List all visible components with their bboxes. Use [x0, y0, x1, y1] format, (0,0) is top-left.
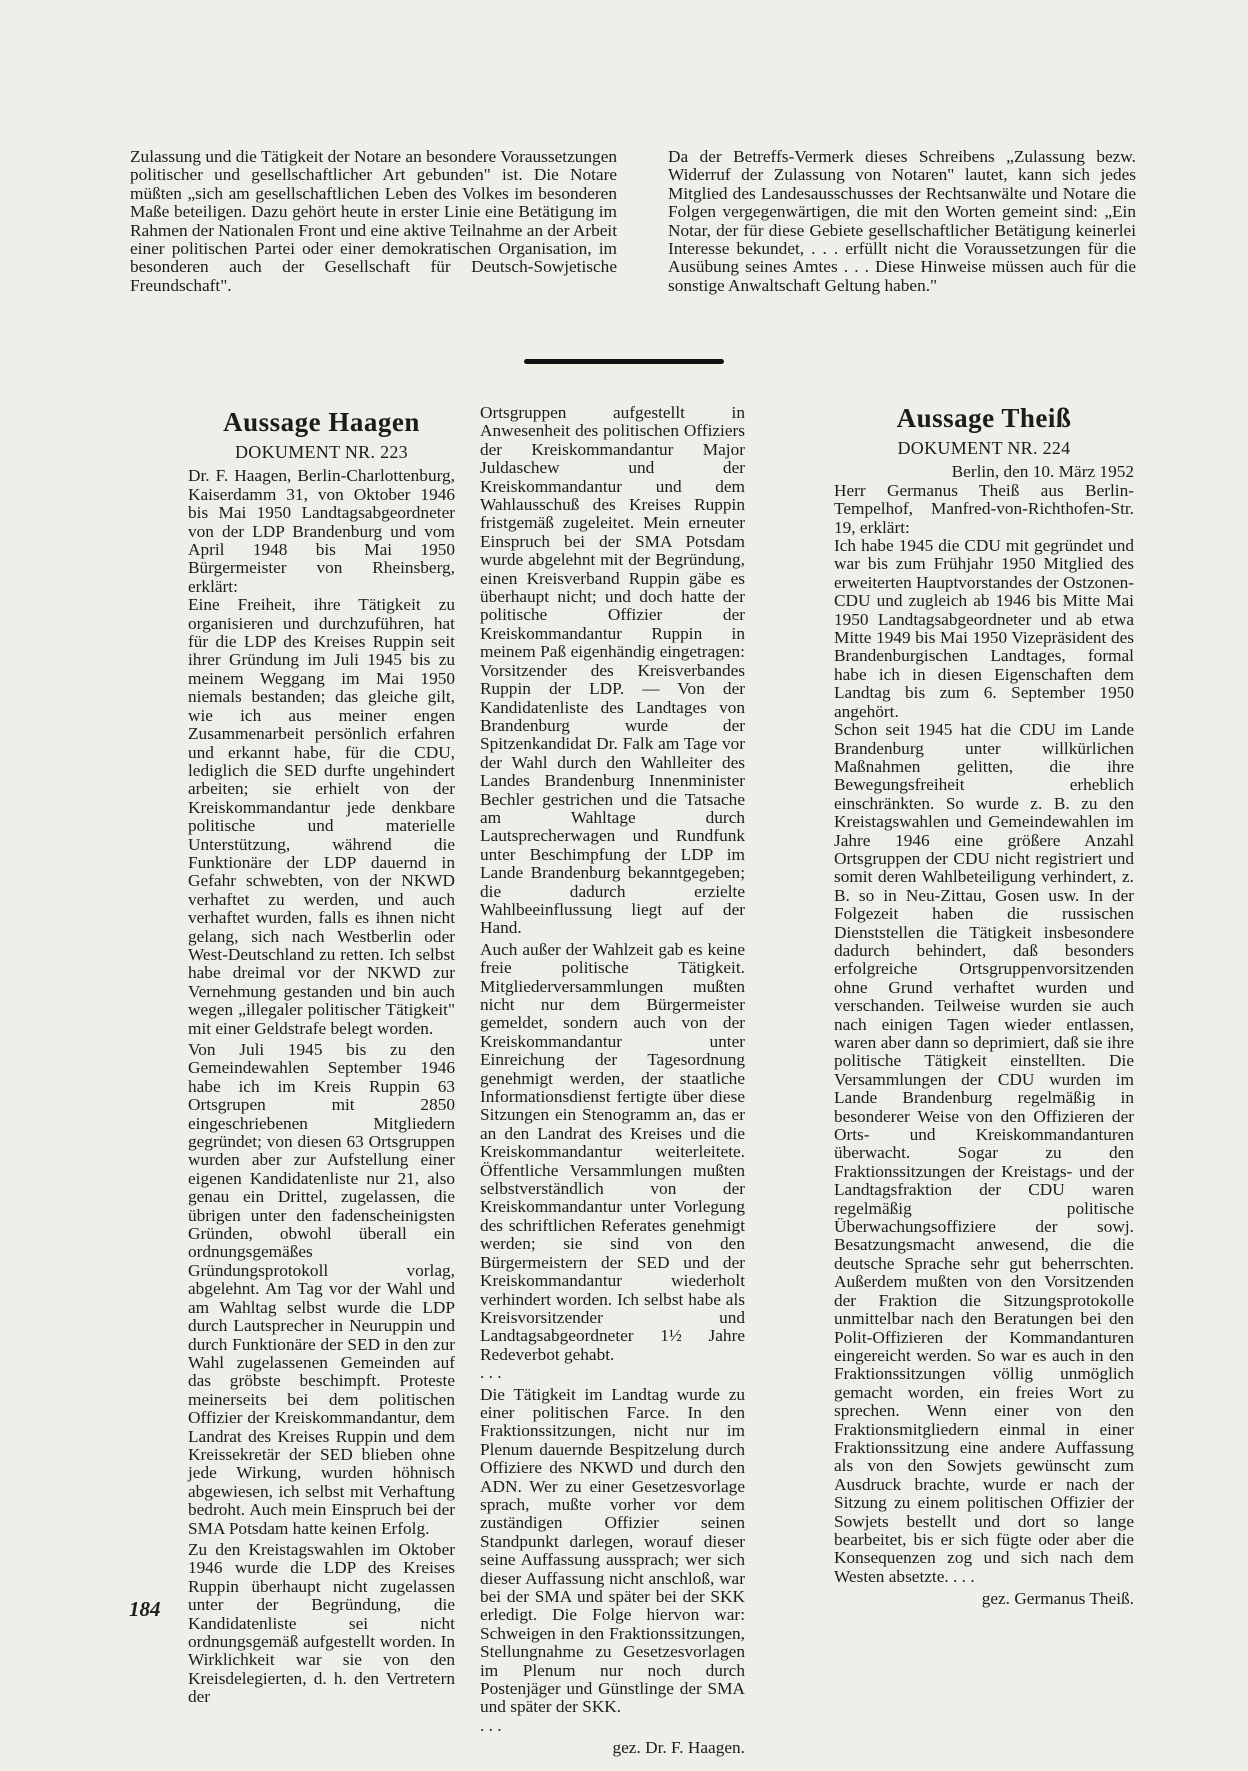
top-right-paragraph [668, 148, 1136, 295]
haagen-paragraph-1: Eine Freiheit, ihre Tätigkeit zu organisieren und durchzuführen, hat für die LDP des Kreises Ruppin seit ihrer Gründung im Juli 1945 bis zu meinem Weggang im Mai 1950 niemals bestanden; das gleiche gilt, wie ich aus meiner engen Zusammenarbeit persönlich erfahren und erkannt habe, für die CDU, lediglich die SED durfte ungehindert arbeiten; sie erhielt von der Kreiskommandantur jede denkbare politische und materielle Unterstützung, während die Funktionäre der LDP dauernd in Gefahr schwebten, von der NKWD verhaftet zu werden, und auch verhaftet wurden, falls es ihnen nicht gelang, sich nach Westberlin oder West-Deutschland zu retten. Ich selbst habe dreimal vor der NKWD zur Vernehmung gestanden und bin auch wegen „illegaler politischer Tätigkeit" mit einer Geldstrafe belegt worden. [188, 595, 455, 1038]
haagen-intro: Dr. F. Haagen, Berlin-Charlottenburg, Kaiserdamm 31, von Oktober 1946 bis Mai 1950 Landtagsabgeordneter von der LDP Brandenburg und vom April 1948 bis Mai 1950 Bürgermeister von Rheinsberg, erklärt: [188, 466, 455, 596]
haagen-signature: gez. Dr. F. Haagen. [612, 1738, 745, 1758]
section-divider [524, 359, 724, 364]
haagen-ellipsis: . . . [480, 1363, 502, 1383]
haagen-paragraph-4: Ortsgruppen aufgestellt in Anwesenheit des politischen Offiziers der Kreiskommandantur Major Juldaschew und der Kreiskommandantur und dem Wahlausschuß des Kreises Ruppin fristgemäß zugeleitet. Mein erneuter Einspruch bei der SMA Potsdam wurde abgelehnt mit der Begründung, einen Kreisverband Ruppin gäbe es überhaupt nicht; und doch hatte der politische Offizier der Kreiskommandantur Ruppin in meinem Paß eigenhändig eingetragen: Vorsitzender des Kreisverbandes Ruppin der LDP. — Von der Kandidatenliste des Landtages von Brandenburg wurde der Spitzenkandidat Dr. Falk am Tage vor der Wahl durch den Wahlleiter des Landes Brandenburg Innenminister Bechler gestrichen und die Tatsache am Wahltage durch Lautsprecherwagen und Rundfunk unter Beschimpfung der LDP im Lande Brandenburg bekanntgegeben; die dadurch erzielte Wahlbeeinflussung liegt auf der Hand. [480, 403, 745, 938]
haagen-paragraph-6: Die Tätigkeit im Landtag wurde zu einer politischen Farce. In den Fraktionssitzungen, nicht nur im Plenum dauernde Bespitzelung durch Offiziere des NKWD und durch den ADN. Wer zu einer Gesetzesvorlage sprach, mußte vorher vor dem zuständigen Offizier seinen Standpunkt darlegen, worauf dieser seine Auffassung aussprach; wer sich dieser Auffassung nicht anschloß, war bei der SMA und später bei der SKK erledigt. Die Folge hiervon war: Schweigen in den Fraktionssitzungen, Stellungnahme zu Gesetzesvorlagen im Plenum nur noch durch Postenjäger und Günstlinge der SMA und später der SKK. [480, 1384, 745, 1717]
haagen-document-number: DOKUMENT NR. 223 [235, 442, 408, 462]
top-left-paragraph [130, 148, 617, 295]
theiss-paragraph-2: Schon seit 1945 hat die CDU im Lande Brandenburg unter willkürlichen Maßnahmen gelitten, die ihre Bewegungsfreiheit erheblich einschränkten. So wurde z. B. zu den Kreistagswahlen und Gemeindewahlen im Jahre 1946 eine größere Anzahl Ortsgruppen der CDU nicht registriert und somit deren Wahlbeteiligung verhindert, z. B. so in Neu-Zittau, Gosen usw. In der Folgezeit haben die russischen Dienststellen die Tätigkeit insbesondere dadurch behindert, daß besonders erfolgreiche Ortsgruppenvorsitzenden ohne Grund verhaftet wurden und verschanden. Teilweise wurden sie auch nach einigen Tagen wieder entlassen, waren aber dann so deprimiert, daß sie ihre politische Tätigkeit einstellten. Die Versammlungen der CDU wurden im Lande Brandenburg regelmäßig in besonderer Weise von den Offizieren der Orts- und Kreiskommandanturen überwacht. Sogar zu den Fraktionssitzungen der Kreistags- und der Landtagsfraktion der CDU waren regelmäßig politische Überwachungsoffiziere der sowj. Besatzungsmacht anwesend, die die deutsche Sprache sehr gut beherrschten. Außerdem mußten von den Vorsitzenden der Fraktion die Sitzungsprotokolle unmittelbar nach den Beratungen bei den Polit-Offizieren der Kommandanturen eingereicht werden. So war es auch in den Fraktionssitzungen völlig unmöglich gemacht worden, ein freies Wort zu sprechen. Wenn einer von den Fraktionsmitgliedern einmal in einer Fraktionssitzung eine andere Auffassung als von den Sowjets gewünscht zum Ausdruck brachte, wurde er nach der Sitzung zu einem politischen Offizier der Sowjets bestellt und dort so lange bearbeitet, bis er sich fügte oder aber die Konsequenzen zog und sich nach dem Westen absetzte. . . . [834, 720, 1134, 1586]
theiss-place-date: Berlin, den 10. März 1952 [951, 462, 1134, 482]
haagen-heading: Aussage Haagen [223, 407, 420, 437]
haagen-column-1 [188, 407, 455, 1707]
haagen-column-2 [480, 404, 745, 1758]
theiss-document-number: DOKUMENT NR. 224 [897, 438, 1071, 458]
haagen-ellipsis: . . . [480, 1715, 502, 1735]
paragraph: Zulassung und die Tätigkeit der Notare an besondere Voraussetzungen politischer und gesellschaftlicher Art gebunden" ist. Die Notare müßten „sich am gesellschaftlichen Leben des Volkes im besonderen Maße beteiligen. Dazu gehört heute in erster Linie eine Betätigung im Rahmen der Nationalen Front und eine aktive Teilnahme an der Arbeit einer politischen Partei oder einer demokratischen Organisation, im besonderen auch der Gesellschaft für Deutsch-Sowjetische Freundschaft". [130, 147, 617, 295]
theiss-heading: Aussage Theiß [896, 403, 1072, 433]
theiss-intro: Herr Germanus Theiß aus Berlin-Tempelhof, Manfred-von-Richthofen-Str. 19, erklärt: [834, 480, 1134, 537]
haagen-paragraph-2: Von Juli 1945 bis zu den Gemeindewahlen September 1946 habe ich im Kreis Ruppin 63 Ortsgrupen mit 2850 eingeschriebenen Mitgliedern gegründet; von diesen 63 Ortsgruppen wurden aber zur Aufstellung einer eigenen Kandidatenliste nur 21, also genau ein Drittel, zugelassen, die übrigen unter den fadenscheinigsten Gründen, obwohl überall ein ordnungsgemäßes Gründungsprotokoll vorlag, abgelehnt. Am Tag vor der Wahl und am Wahltag selbst wurde die LDP durch Lautsprecher in Neuruppin und durch Funktionäre der SED in den zur Wahl zugelassenen Gemeinden auf das gröbste beschimpft. Proteste meinerseits bei dem politischen Offizier der Kreiskommandantur, dem Landrat des Kreises Ruppin und dem Kreissekretär der SED blieben ohne jede Wirkung, wurden höhnisch abgewiesen, ich selbst mit Verhaftung bedroht. Auch mein Einspruch bei der SMA Potsdam hatte keinen Erfolg. [188, 1040, 455, 1538]
theiss-column [834, 403, 1134, 1609]
theiss-paragraph-1: Ich habe 1945 die CDU mit gegründet und war bis zum Frühjahr 1950 Mitglied des erweiterten Hauptvorstandes der Ostzonen-CDU und zugleich ab 1946 bis Mitte Mai 1950 Landtagsabgeordneter und ab etwa Mitte 1949 bis Mai 1950 Vizepräsident des Brandenburgischen Landtages, formal habe ich in diesen Eigenschaften dem Landtag bis zum 6. September 1950 angehört. [834, 536, 1134, 721]
theiss-signature: gez. Germanus Theiß. [981, 1589, 1134, 1609]
paragraph: Da der Betreffs-Vermerk dieses Schreibens „Zulassung bezw. Widerruf der Zulassung von Notaren" lautet, kann sich jedes Mitglied des Landesausschusses der Rechtsanwälte und Notare die Folgen vergegenwärtigen, die mit den Worten gemeint sind: „Ein Notar, der für diese Gebiete gesellschaftlicher Betätigung keinerlei Interesse bekundet, . . . erfüllt nicht die Voraussetzungen für die Ausübung seines Amtes . . . Diese Hinweise müssen auch für die sonstige Anwaltschaft Geltung haben." [668, 147, 1136, 295]
haagen-paragraph-3: Zu den Kreistagswahlen im Oktober 1946 wurde die LDP des Kreises Ruppin überhaupt nicht zugelassen unter der Begründung, die Kandidatenliste sei nicht ordnungsgemäß aufgestellt worden. In Wirklichkeit war sie von den Kreisdelegierten, d. h. den Vertretern der [188, 1539, 455, 1707]
page-number: 184 [129, 1597, 161, 1621]
haagen-paragraph-5: Auch außer der Wahlzeit gab es keine freie politische Tätigkeit. Mitgliederversammlungen mußten nicht nur dem Bürgermeister gemeldet, sondern auch von der Kreiskommandantur unter Einreichung der Tagesordnung genehmigt werden, der staatliche Informationsdienst fertigte über diese Sitzungen ein Stenogramm an, das er an den Landrat des Kreises und die Kreiskommandantur weiterleitete. Öffentliche Versammlungen mußten selbstverständlich von der Kreiskommandantur unter Vorlegung des schriftlichen Referates genehmigt werden; sie sind von den Bürgermeistern der SED und der Kreiskommandantur wiederholt verhindert worden. Ich selbst habe als Kreisvorsitzender und Landtagsabgeordneter 1½ Jahre Redeverbot gehabt. [480, 939, 745, 1364]
